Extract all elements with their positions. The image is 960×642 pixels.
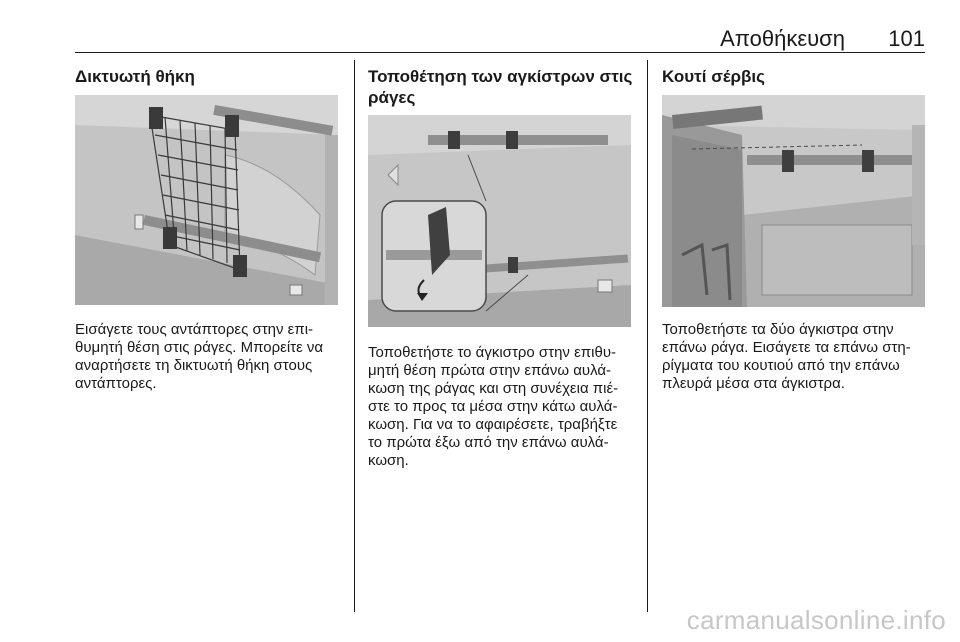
heading-hooks-rails: Τοποθέτηση των αγκίστρων στις ράγες (368, 67, 633, 107)
heading-cargo-net: Δικτυωτή θήκη (75, 67, 195, 86)
figure-cargo-net (75, 95, 338, 305)
page-number: 101 (888, 26, 925, 51)
footer-watermark: carmanualsonline.info (686, 605, 946, 635)
page-header (75, 26, 925, 52)
header-divider (75, 52, 925, 53)
column-divider-1 (354, 60, 355, 612)
heading-service-box: Κουτί σέρβις (662, 67, 765, 86)
figure-hooks-rails (368, 115, 631, 327)
column-hooks-rails (368, 60, 633, 108)
text-cargo-net: Εισάγετε τους αντάπτορες στην επι- θυμητή θέση στις ράγες. Μπορείτε να αναρτήσετε τη δικτυωτή θήκη στους αντάπτορες. (75, 321, 324, 392)
text-hooks-rails: Τοποθετήστε το άγκιστρο στην επιθυ- μητή θέση πρώτα στην επάνω αυλά- κωση της ράγας και στη συνέχεια πιέ- στε το προς τα μέσα στην κάτω αυλά- κωση. Για να το αφαιρέσετε, τραβήξτε το πρώτα έξω από την επάνω αυλά- κωση. (368, 344, 619, 469)
section-title: Αποθήκευση (720, 26, 845, 51)
column-divider-2 (647, 60, 648, 612)
column-cargo-net (75, 60, 340, 87)
column-service-box (662, 60, 927, 87)
text-service-box: Τοποθετήστε τα δύο άγκιστρα στην επάνω ράγα. Εισάγετε τα επάνω στη- ρίγματα του κουτιού από την επάνω πλευρά μέσα στα άγκιστρα. (662, 321, 911, 392)
figure-service-box (662, 95, 925, 307)
